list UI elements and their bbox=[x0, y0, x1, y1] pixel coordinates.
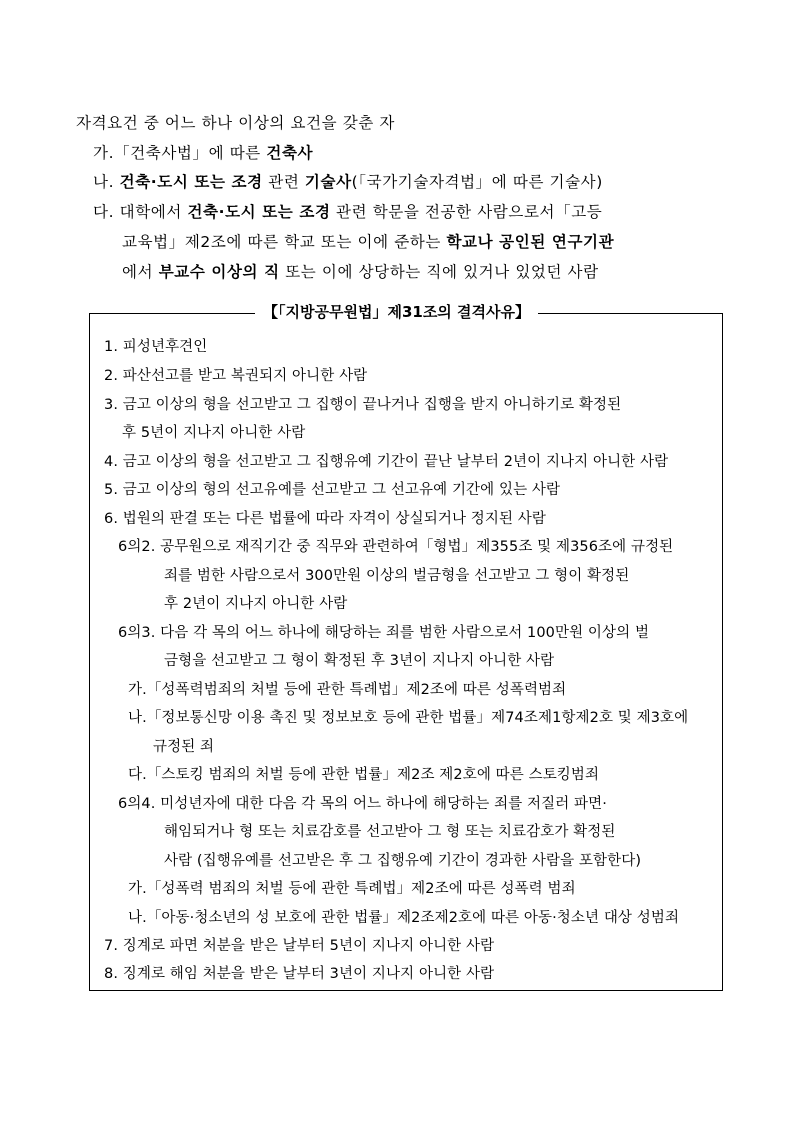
box-title-text: 【「지방공무원법」제31조의 결격사유】 bbox=[255, 303, 538, 321]
disq-item-6-3-na-cont: 규정된 죄 bbox=[153, 739, 215, 755]
disq-item-6-3-na: 나.「정보통신망 이용 촉진 및 정보보호 등에 관한 법률」제74조제1항제2호 및 제3호에 bbox=[128, 710, 689, 726]
requirement-ga-bold: 건축사 bbox=[266, 144, 314, 162]
disq-item-6-2-cont2: 후 2년이 지나지 아니한 사람 bbox=[164, 596, 348, 612]
requirement-da-line3-bold: 부교수 이상의 직 bbox=[158, 263, 280, 281]
requirement-da-bold1: 건축·도시 또는 조경 bbox=[187, 203, 331, 221]
requirement-na-prefix: 나. bbox=[93, 173, 120, 191]
requirement-na-bold2: 기술사 bbox=[304, 173, 352, 191]
requirement-da-suffix1: 관련 학문을 전공한 사람으로서「고등 bbox=[330, 203, 603, 221]
requirement-item-ga bbox=[93, 142, 313, 164]
requirement-na-bold1: 건축·도시 또는 조경 bbox=[119, 173, 263, 191]
disq-item-6-3: 6의3. 다음 각 목의 어느 하나에 해당하는 죄를 범한 사람으로서 100만원 이상의 벌 bbox=[118, 625, 650, 641]
disq-item-6-4-na: 나.「아동·청소년의 성 보호에 관한 법률」제2조제2호에 따른 아동·청소년 대상 성범죄 bbox=[128, 910, 680, 926]
disq-item-6-4-ga: 가.「성폭력 범죄의 처벌 등에 관한 특례법」제2조에 따른 성폭력 범죄 bbox=[128, 881, 576, 897]
disq-item-3: 3. 금고 이상의 형을 선고받고 그 집행이 끝나거나 집행을 받지 아니하기로 확정된 bbox=[104, 397, 622, 413]
disq-item-4: 4. 금고 이상의 형을 선고받고 그 집행유예 기간이 끝난 날부터 2년이 지나지 아니한 사람 bbox=[104, 454, 669, 470]
disq-item-6-2-cont1: 죄를 범한 사람으로서 300만원 이상의 벌금형을 선고받고 그 형이 확정된 bbox=[164, 568, 630, 584]
disq-item-2: 2. 파산선고를 받고 복권되지 아니한 사람 bbox=[104, 368, 368, 384]
disq-item-6: 6. 법원의 판결 또는 다른 법률에 따라 자격이 상실되거나 정지된 사람 bbox=[104, 511, 547, 527]
requirement-ga-text: 가.「건축사법」에 따른 bbox=[93, 144, 267, 162]
disq-item-3-cont: 후 5년이 지나지 아니한 사람 bbox=[122, 425, 306, 441]
disq-item-6-4-cont2: 사람 (집행유예를 선고받은 후 그 집행유예 기간이 경과한 사람을 포함한다) bbox=[164, 853, 642, 869]
disq-item-6-4-cont1: 해임되거나 형 또는 치료감호를 선고받아 그 형 또는 치료감호가 확정된 bbox=[164, 824, 616, 840]
requirement-item-da-line3 bbox=[122, 261, 599, 283]
requirement-item-da-line2 bbox=[122, 231, 614, 253]
disq-item-7: 7. 징계로 파면 처분을 받은 날부터 5년이 지나지 아니한 사람 bbox=[104, 938, 495, 954]
requirement-da-line3-suffix: 또는 이에 상당하는 직에 있거나 있었던 사람 bbox=[279, 263, 599, 281]
disq-item-6-3-cont: 금형을 선고받고 그 형이 확정된 후 3년이 지나지 아니한 사람 bbox=[164, 653, 555, 669]
requirements-heading: 자격요건 중 어느 하나 이상의 요건을 갖춘 자 bbox=[76, 114, 396, 132]
requirement-na-mid: 관련 bbox=[262, 173, 305, 191]
requirement-item-na bbox=[93, 171, 603, 193]
disq-item-1: 1. 피성년후견인 bbox=[104, 339, 208, 355]
requirement-item-da-line1 bbox=[93, 201, 602, 223]
requirement-da-line3-prefix: 에서 bbox=[122, 263, 159, 281]
disq-item-6-3-ga: 가.「성폭력범죄의 처벌 등에 관한 특례법」제2조에 따른 성폭력범죄 bbox=[128, 682, 567, 698]
disq-item-6-2: 6의2. 공무원으로 재직기간 중 직무와 관련하여「형법」제355조 및 제356조에 규정된 bbox=[118, 539, 674, 555]
requirement-na-suffix: (「국가기술자격법」에 따른 기술사) bbox=[351, 173, 603, 191]
requirement-da-line2-bold: 학교나 공인된 연구기관 bbox=[446, 233, 615, 251]
disq-item-6-4: 6의4. 미성년자에 대한 다음 각 목의 어느 하나에 해당하는 죄를 저질러 파면· bbox=[118, 796, 607, 812]
requirement-da-line2-prefix: 교육법」제2조에 따른 학교 또는 이에 준하는 bbox=[122, 233, 447, 251]
disq-item-6-3-da: 다.「스토킹 범죄의 처벌 등에 관한 법률」제2조 제2호에 따른 스토킹범죄 bbox=[128, 767, 600, 783]
disqualification-box-title bbox=[0, 299, 793, 325]
requirement-da-prefix: 다. 대학에서 bbox=[93, 203, 188, 221]
disq-item-5: 5. 금고 이상의 형의 선고유예를 선고받고 그 선고유예 기간에 있는 사람 bbox=[104, 482, 561, 498]
disq-item-8: 8. 징계로 해임 처분을 받은 날부터 3년이 지나지 아니한 사람 bbox=[104, 966, 495, 982]
